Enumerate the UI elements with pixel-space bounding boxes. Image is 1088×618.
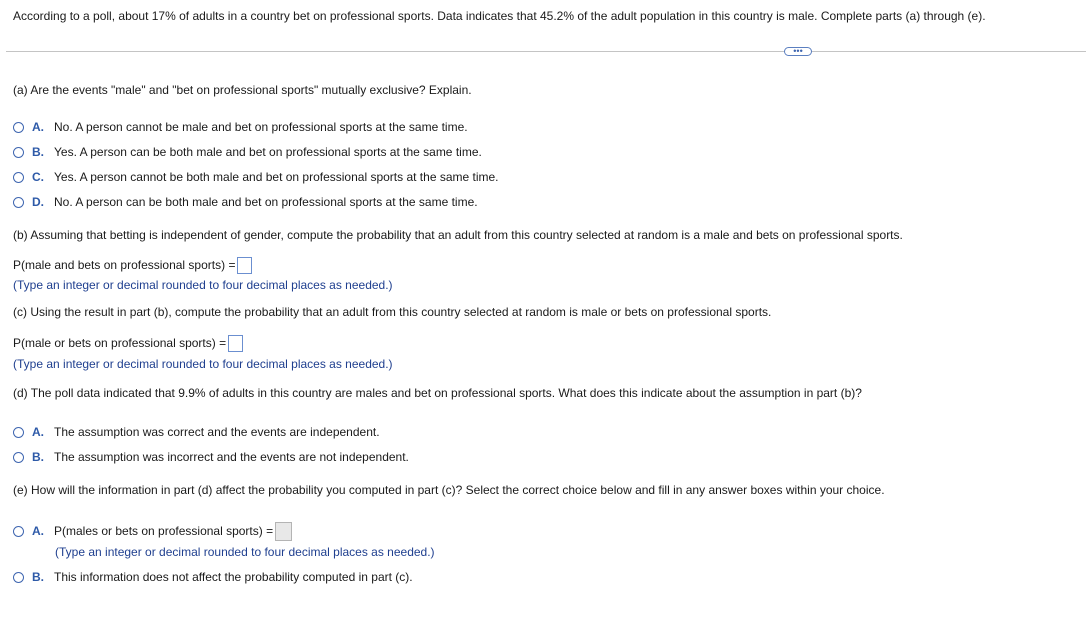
- part-c-question: (c) Using the result in part (b), compute the probability that an adult from this country selected at random is male or bets on professional sports.: [13, 305, 772, 319]
- radio-button[interactable]: [13, 172, 24, 183]
- part-c-hint: (Type an integer or decimal rounded to four decimal places as needed.): [13, 357, 393, 371]
- option-text: No. A person cannot be male and bet on professional sports at the same time.: [54, 120, 468, 134]
- option-letter: B.: [32, 145, 44, 159]
- radio-button[interactable]: [13, 147, 24, 158]
- part-e-answer-input[interactable]: [275, 522, 292, 541]
- radio-button[interactable]: [13, 452, 24, 463]
- option-letter: D.: [32, 195, 44, 209]
- part-a-option-b[interactable]: [13, 144, 482, 160]
- option-text: P(males or bets on professional sports) =: [54, 524, 274, 538]
- part-b-answer-row: [13, 256, 252, 274]
- option-letter: B.: [32, 450, 44, 464]
- part-d-question: (d) The poll data indicated that 9.9% of adults in this country are males and bet on professional sports. What does this indicate about the assumption in part (b)?: [13, 386, 862, 400]
- option-text: This information does not affect the probability computed in part (c).: [54, 570, 413, 584]
- part-a-option-c[interactable]: [13, 169, 499, 185]
- radio-button[interactable]: [13, 572, 24, 583]
- option-letter: A.: [32, 120, 44, 134]
- option-letter: C.: [32, 170, 44, 184]
- part-d-option-a[interactable]: [13, 424, 380, 440]
- part-a-question: (a) Are the events "male" and "bet on professional sports" mutually exclusive? Explain.: [13, 83, 472, 97]
- part-c-answer-label: P(male or bets on professional sports) =: [13, 336, 227, 350]
- part-a-option-d[interactable]: [13, 194, 478, 210]
- section-divider: [6, 51, 1086, 52]
- option-text: No. A person can be both male and bet on professional sports at the same time.: [54, 195, 478, 209]
- ellipsis-icon[interactable]: •••: [784, 47, 812, 56]
- part-c-answer-row: [13, 334, 243, 352]
- part-a-option-a[interactable]: [13, 119, 468, 135]
- option-letter: B.: [32, 570, 44, 584]
- option-text: The assumption was correct and the events are independent.: [54, 425, 380, 439]
- option-letter: A.: [32, 524, 44, 538]
- part-b-question: (b) Assuming that betting is independent of gender, compute the probability that an adult from this country selected at random is a male and bets on professional sports.: [13, 228, 903, 242]
- radio-button[interactable]: [13, 122, 24, 133]
- radio-button[interactable]: [13, 197, 24, 208]
- option-text: Yes. A person cannot be both male and bet on professional sports at the same time.: [54, 170, 499, 184]
- part-e-option-b[interactable]: [13, 569, 413, 585]
- part-e-hint: (Type an integer or decimal rounded to four decimal places as needed.): [55, 545, 435, 559]
- problem-statement: According to a poll, about 17% of adults in a country bet on professional sports. Data indicates that 45.2% of the adult population in this country is male. Complete parts (a) through (e).: [13, 9, 986, 23]
- radio-button[interactable]: [13, 427, 24, 438]
- part-b-answer-input[interactable]: [237, 257, 252, 274]
- part-d-option-b[interactable]: [13, 449, 409, 465]
- part-b-answer-label: P(male and bets on professional sports) =: [13, 258, 236, 272]
- option-text: The assumption was incorrect and the events are not independent.: [54, 450, 409, 464]
- part-c-answer-input[interactable]: [228, 335, 243, 352]
- part-e-question: (e) How will the information in part (d) affect the probability you computed in part (c)? Select the correct choice below and fill in any answer boxes within your choice.: [13, 483, 885, 497]
- radio-button[interactable]: [13, 526, 24, 537]
- part-b-hint: (Type an integer or decimal rounded to four decimal places as needed.): [13, 278, 393, 292]
- option-letter: A.: [32, 425, 44, 439]
- part-e-option-a[interactable]: [13, 521, 292, 541]
- option-text: Yes. A person can be both male and bet on professional sports at the same time.: [54, 145, 482, 159]
